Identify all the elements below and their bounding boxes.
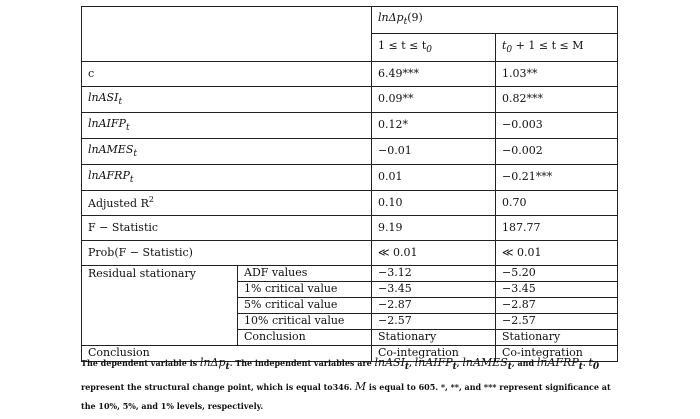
value-period-2: Stationary	[496, 330, 618, 346]
row-c	[82, 62, 618, 87]
value-period-2: 1.03**	[496, 62, 618, 87]
regression-table	[81, 6, 618, 362]
dependent-variable-header: lnΔp$_t$(9)	[372, 7, 618, 34]
value-period-1: −3.45	[372, 282, 496, 298]
value-period-1: Stationary	[372, 330, 496, 346]
value-period-1: 9.19	[372, 216, 496, 241]
row-label: Adjusted $R^2$	[82, 191, 372, 216]
row-label: lnASI$_t$	[82, 87, 372, 113]
residual-stationary-label: Residual stationary	[82, 266, 238, 346]
value-period-1: −0.01	[372, 139, 496, 165]
value-period-2: −2.57	[496, 314, 618, 330]
header-row-dependent	[82, 7, 618, 34]
period-2-header: $t_0 + 1 \le t \le M$	[496, 34, 618, 62]
value-period-1: Co-integration	[372, 346, 496, 362]
header-empty-cell	[82, 7, 372, 62]
test-label: ADF values	[238, 266, 372, 282]
value-period-1: ≪ 0.01	[372, 241, 496, 266]
value-period-2: 187.77	[496, 216, 618, 241]
value-period-1: 0.12*	[372, 113, 496, 139]
value-period-2: −0.21***	[496, 165, 618, 191]
row-label: Conclusion	[82, 346, 372, 362]
test-label: 10% critical value	[238, 314, 372, 330]
row-prob-f	[82, 241, 618, 266]
row-label: F − Statistic	[82, 216, 372, 241]
row-lnames	[82, 139, 618, 165]
value-period-1: −2.87	[372, 298, 496, 314]
row-label: lnAMES$_t$	[82, 139, 372, 165]
value-period-1: 0.09**	[372, 87, 496, 113]
value-period-2: 0.82***	[496, 87, 618, 113]
row-label: Prob(F − Statistic)	[82, 241, 372, 266]
row-adjusted-r2	[82, 191, 618, 216]
row-lnafrp	[82, 165, 618, 191]
value-period-2: 0.70	[496, 191, 618, 216]
value-period-2: −3.45	[496, 282, 618, 298]
row-adf-values	[82, 266, 618, 282]
row-lnaifp	[82, 113, 618, 139]
test-label: 1% critical value	[238, 282, 372, 298]
value-period-2: Co-integration	[496, 346, 618, 362]
row-f-statistic	[82, 216, 618, 241]
table-note: The dependent variable is lnΔpt. The independent variables are lnASIt, lnAIFPt, lnAMESt, and lnAFRPt. t0 represent the structural change point, which is equal to346. M is equal to 605. *, **, and *** represent significance at the 10%, 5%, and 1% levels, respectively.	[81, 356, 611, 411]
value-period-1: −3.12	[372, 266, 496, 282]
value-period-1: −2.57	[372, 314, 496, 330]
value-period-2: −2.87	[496, 298, 618, 314]
test-label: 5% critical value	[238, 298, 372, 314]
test-label: Conclusion	[238, 330, 372, 346]
row-lnasi	[82, 87, 618, 113]
value-period-2: ≪ 0.01	[496, 241, 618, 266]
row-label: c	[82, 62, 372, 87]
row-label: lnAIFP$_t$	[82, 113, 372, 139]
value-period-1: 0.10	[372, 191, 496, 216]
regression-table-container	[81, 6, 617, 362]
value-period-2: −0.002	[496, 139, 618, 165]
period-1-header: $1 \le t \le t_0$	[372, 34, 496, 62]
value-period-2: −5.20	[496, 266, 618, 282]
value-period-1: 6.49***	[372, 62, 496, 87]
value-period-1: 0.01	[372, 165, 496, 191]
row-label: lnAFRP$_t$	[82, 165, 372, 191]
value-period-2: −0.003	[496, 113, 618, 139]
